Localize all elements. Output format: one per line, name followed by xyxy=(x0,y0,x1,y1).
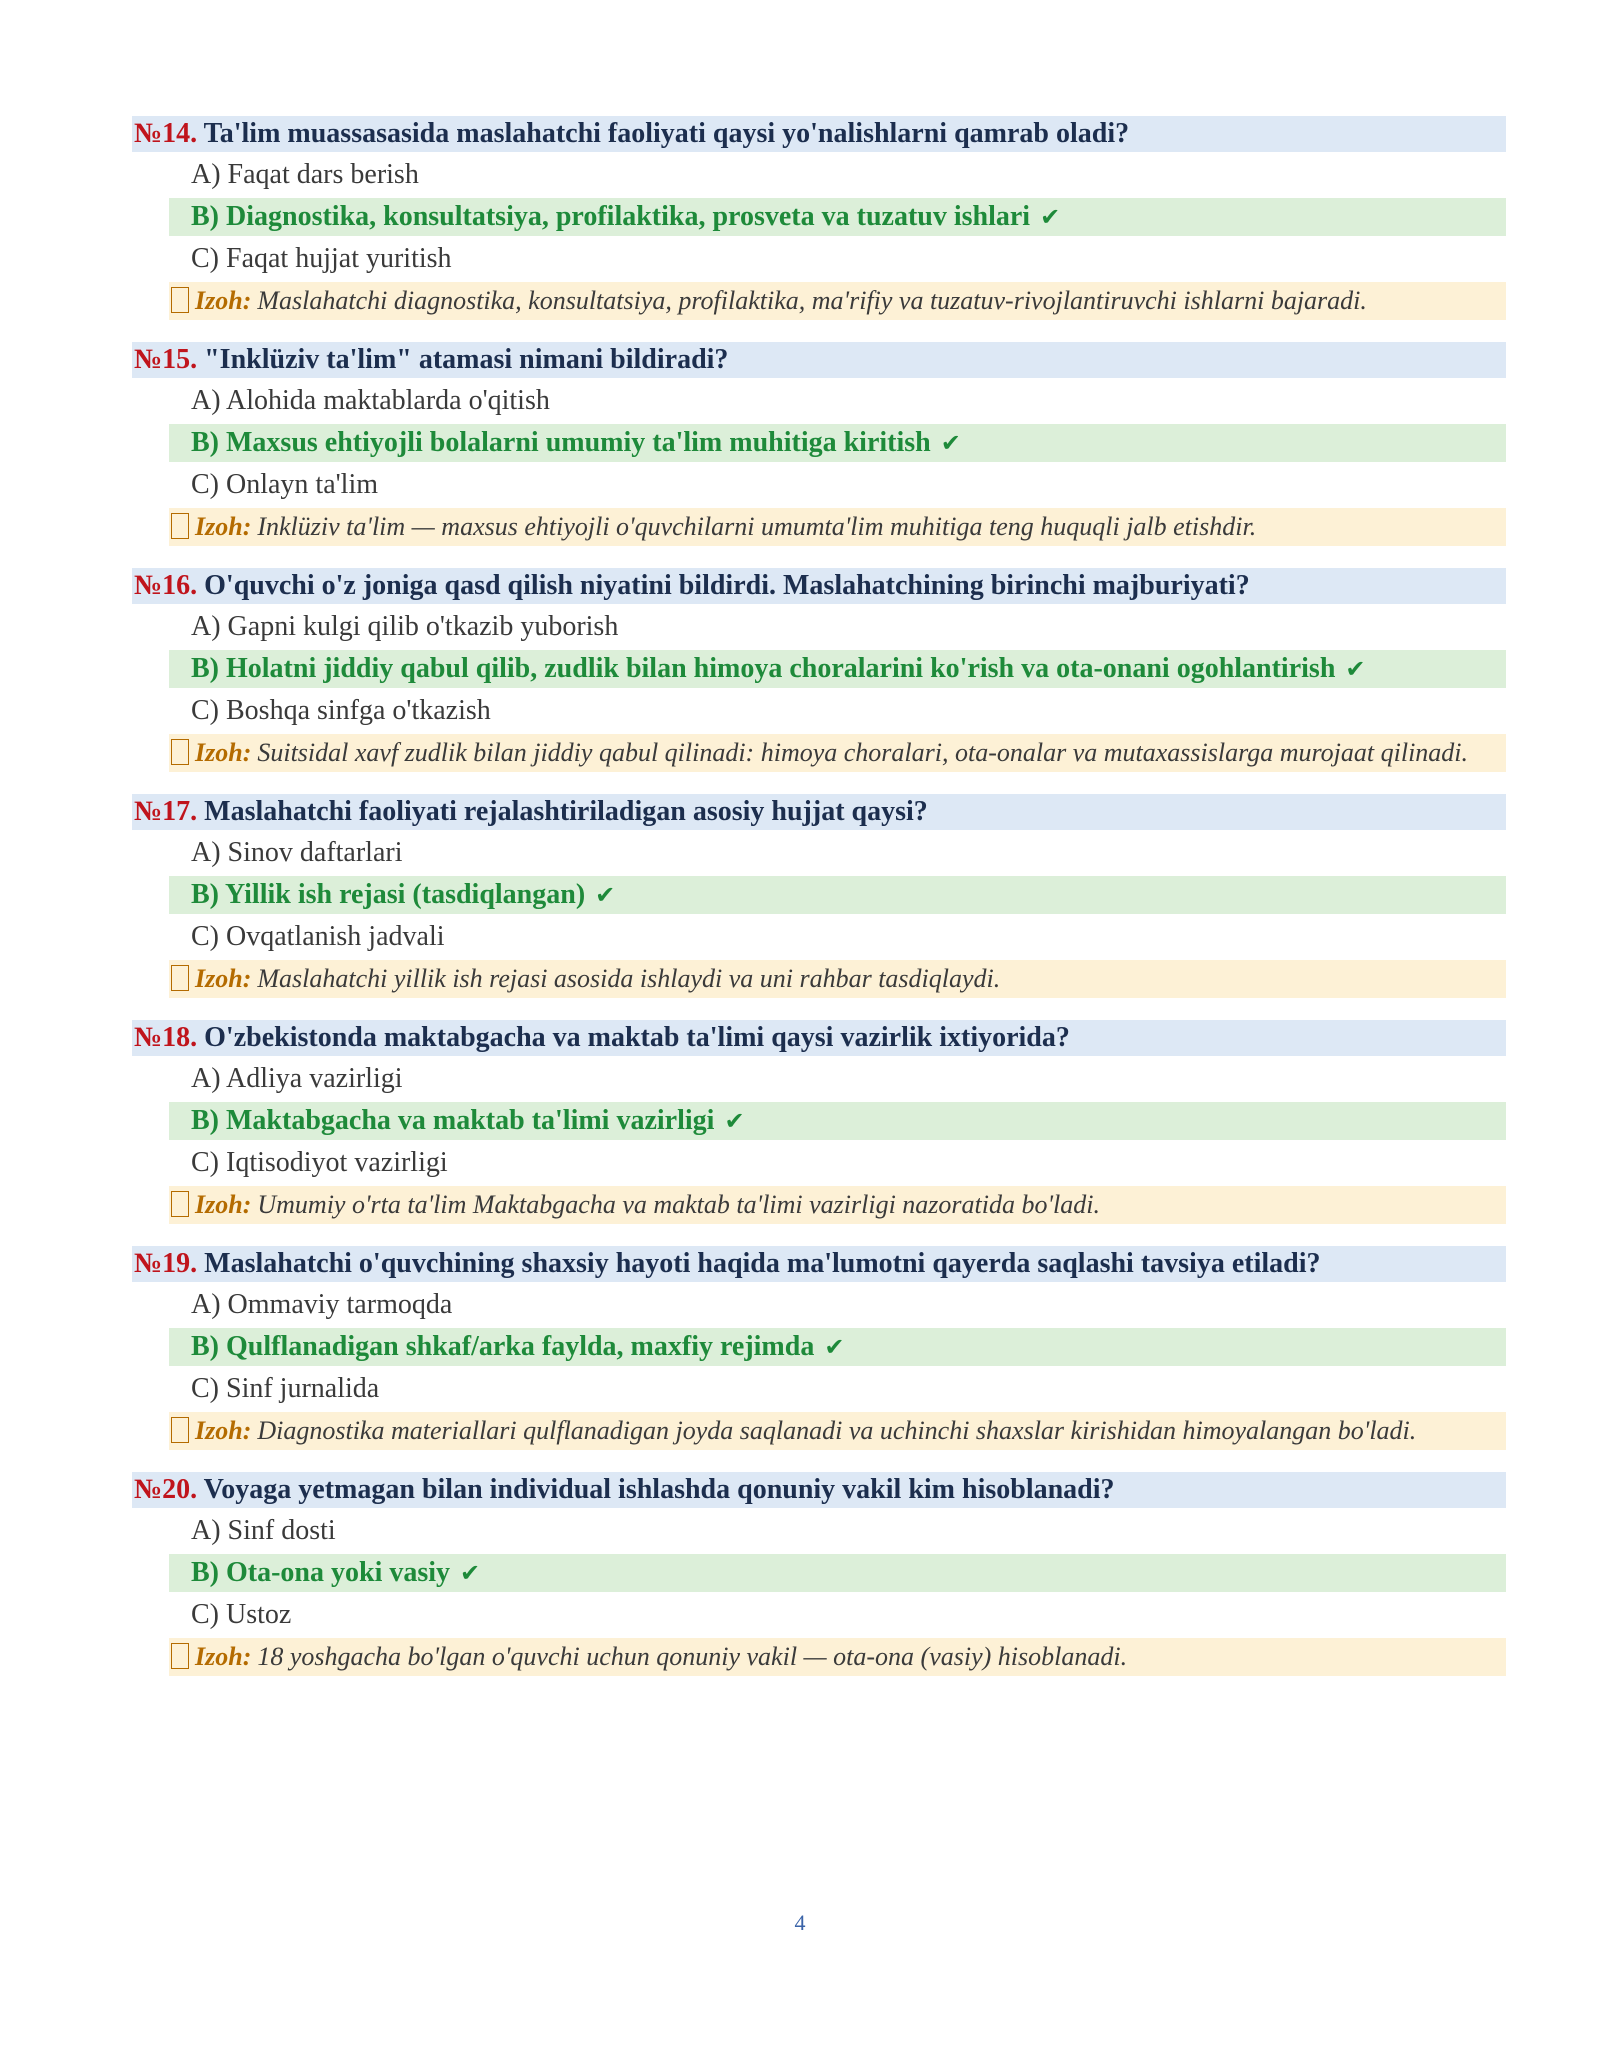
checkmark-icon: ✔ xyxy=(460,1559,481,1587)
question-title xyxy=(132,1472,1506,1508)
question-number: №20. xyxy=(134,1474,198,1505)
checkmark-icon: ✔ xyxy=(724,1107,745,1135)
answer-text: B) Holatni jiddiy qabul qilib, zudlik bilan himoya choralarini ko'rish va ota-onani ogohlantirish xyxy=(191,653,1336,684)
answer-text: B) Qulflanadigan shkaf/arka faylda, maxfiy rejimda xyxy=(191,1331,815,1362)
answer-option-c: C) Faqat hujjat yuritish xyxy=(191,243,452,274)
answer-text: B) Yillik ish rejasi (tasdiqlangan) xyxy=(191,879,586,910)
answer-option-a: A) Adliya vazirligi xyxy=(191,1063,403,1094)
explanation-note xyxy=(169,282,1506,320)
note-text: Umumiy o'rta ta'lim Maktabgacha va maktab ta'limi vazirligi nazoratida bo'ladi. xyxy=(257,1190,1100,1219)
note-icon xyxy=(171,287,189,313)
answer-option-a: A) Alohida maktablarda o'qitish xyxy=(191,385,550,416)
answer-option-c: C) Sinf jurnalida xyxy=(191,1373,380,1404)
question-text: Maslahatchi faoliyati rejalashtiriladigan asosiy hujjat qaysi? xyxy=(204,796,928,827)
question-title xyxy=(132,1246,1506,1282)
answer-option-c: C) Boshqa sinfga o'tkazish xyxy=(191,695,491,726)
question-title xyxy=(132,794,1506,830)
question-list xyxy=(132,116,1506,1698)
note-icon xyxy=(171,1417,189,1443)
question-block xyxy=(132,1246,1506,1450)
question-text: O'quvchi o'z joniga qasd qilish niyatini bildirdi. Maslahatchining birinchi majburiyati? xyxy=(204,570,1250,601)
question-text: O'zbekistonda maktabgacha va maktab ta'limi qaysi vazirlik ixtiyorida? xyxy=(204,1022,1070,1053)
note-icon xyxy=(171,1191,189,1217)
answer-option-b-correct xyxy=(169,650,1506,688)
answer-option-c: C) Ovqatlanish jadvali xyxy=(191,921,445,952)
question-text: Ta'lim muassasasida maslahatchi faoliyati qaysi yo'nalishlarni qamrab oladi? xyxy=(203,118,1130,149)
question-block xyxy=(132,342,1506,546)
answer-option-c: C) Iqtisodiyot vazirligi xyxy=(191,1147,448,1178)
answer-option-b-correct xyxy=(169,1102,1506,1140)
question-block xyxy=(132,568,1506,772)
note-label: Izoh: xyxy=(195,964,252,993)
question-title xyxy=(132,1020,1506,1056)
answer-option-a: A) Ommaviy tarmoqda xyxy=(191,1289,453,1320)
note-icon xyxy=(171,1643,189,1669)
question-text: Maslahatchi o'quvchining shaxsiy hayoti haqida ma'lumotni qayerda saqlashi tavsiya etiladi? xyxy=(204,1248,1321,1279)
explanation-note xyxy=(169,1412,1506,1450)
note-text: Suitsidal xavf zudlik bilan jiddiy qabul qilinadi: himoya choralari, ota-onalar va mutaxassislarga murojaat qilinadi. xyxy=(257,738,1469,767)
note-label: Izoh: xyxy=(195,512,252,541)
question-number: №18. xyxy=(134,1022,198,1053)
question-block xyxy=(132,1020,1506,1224)
answer-option-a: A) Gapni kulgi qilib o'tkazib yuborish xyxy=(191,611,619,642)
checkmark-icon: ✔ xyxy=(940,429,961,457)
checkmark-icon: ✔ xyxy=(595,881,616,909)
note-text: Diagnostika materiallari qulflanadigan joyda saqlanadi va uchinchi shaxslar kirishidan himoyalangan bo'ladi. xyxy=(257,1416,1417,1445)
answer-text: B) Diagnostika, konsultatsiya, profilaktika, prosveta va tuzatuv ishlari xyxy=(191,201,1031,232)
note-label: Izoh: xyxy=(195,738,252,767)
answer-text: B) Maktabgacha va maktab ta'limi vazirligi xyxy=(191,1105,715,1136)
answer-option-b-correct xyxy=(169,1554,1506,1592)
question-text: "Inklüziv ta'lim" atamasi nimani bildiradi? xyxy=(204,344,729,375)
explanation-note xyxy=(169,734,1506,772)
answer-option-b-correct xyxy=(169,1328,1506,1366)
question-number: №19. xyxy=(134,1248,198,1279)
note-text: Inklüziv ta'lim — maxsus ehtiyojli o'quvchilarni umumta'lim muhitiga teng huquqli jalb etishdir. xyxy=(257,512,1257,541)
checkmark-icon: ✔ xyxy=(1040,203,1061,231)
answer-text: B) Ota-ona yoki vasiy xyxy=(191,1557,451,1588)
explanation-note xyxy=(169,1638,1506,1676)
answer-option-c: C) Ustoz xyxy=(191,1599,292,1630)
question-number: №14. xyxy=(134,118,198,149)
explanation-note xyxy=(169,960,1506,998)
explanation-note xyxy=(169,508,1506,546)
answer-option-b-correct xyxy=(169,876,1506,914)
answer-option-a: A) Sinf dosti xyxy=(191,1515,336,1546)
note-text: Maslahatchi diagnostika, konsultatsiya, profilaktika, ma'rifiy va tuzatuv-rivojlantiruvchi ishlarni bajaradi. xyxy=(257,286,1367,315)
note-label: Izoh: xyxy=(195,1190,252,1219)
explanation-note xyxy=(169,1186,1506,1224)
answer-option-b-correct xyxy=(169,424,1506,462)
question-number: №17. xyxy=(134,796,198,827)
note-label: Izoh: xyxy=(195,1416,252,1445)
note-label: Izoh: xyxy=(195,286,252,315)
note-icon xyxy=(171,965,189,991)
checkmark-icon: ✔ xyxy=(824,1333,845,1361)
note-text: 18 yoshgacha bo'lgan o'quvchi uchun qonuniy vakil — ota-ona (vasiy) hisoblanadi. xyxy=(257,1642,1128,1671)
answer-option-a: A) Sinov daftarlari xyxy=(191,837,403,868)
question-block xyxy=(132,116,1506,320)
question-number: №16. xyxy=(134,570,198,601)
question-block xyxy=(132,1472,1506,1676)
note-label: Izoh: xyxy=(195,1642,252,1671)
note-icon xyxy=(171,513,189,539)
question-block xyxy=(132,794,1506,998)
answer-option-b-correct xyxy=(169,198,1506,236)
question-title xyxy=(132,116,1506,152)
answer-option-a: A) Faqat dars berish xyxy=(191,159,419,190)
note-icon xyxy=(171,739,189,765)
note-text: Maslahatchi yillik ish rejasi asosida ishlaydi va uni rahbar tasdiqlaydi. xyxy=(257,964,1001,993)
answer-option-c: C) Onlayn ta'lim xyxy=(191,469,379,500)
question-title xyxy=(132,342,1506,378)
checkmark-icon: ✔ xyxy=(1345,655,1366,683)
question-text: Voyaga yetmagan bilan individual ishlashda qonuniy vakil kim hisoblanadi? xyxy=(203,1474,1115,1505)
question-title xyxy=(132,568,1506,604)
page-number: 4 xyxy=(794,1910,806,1935)
answer-text: B) Maxsus ehtiyojli bolalarni umumiy ta'lim muhitiga kiritish xyxy=(191,427,931,458)
question-number: №15. xyxy=(134,344,198,375)
